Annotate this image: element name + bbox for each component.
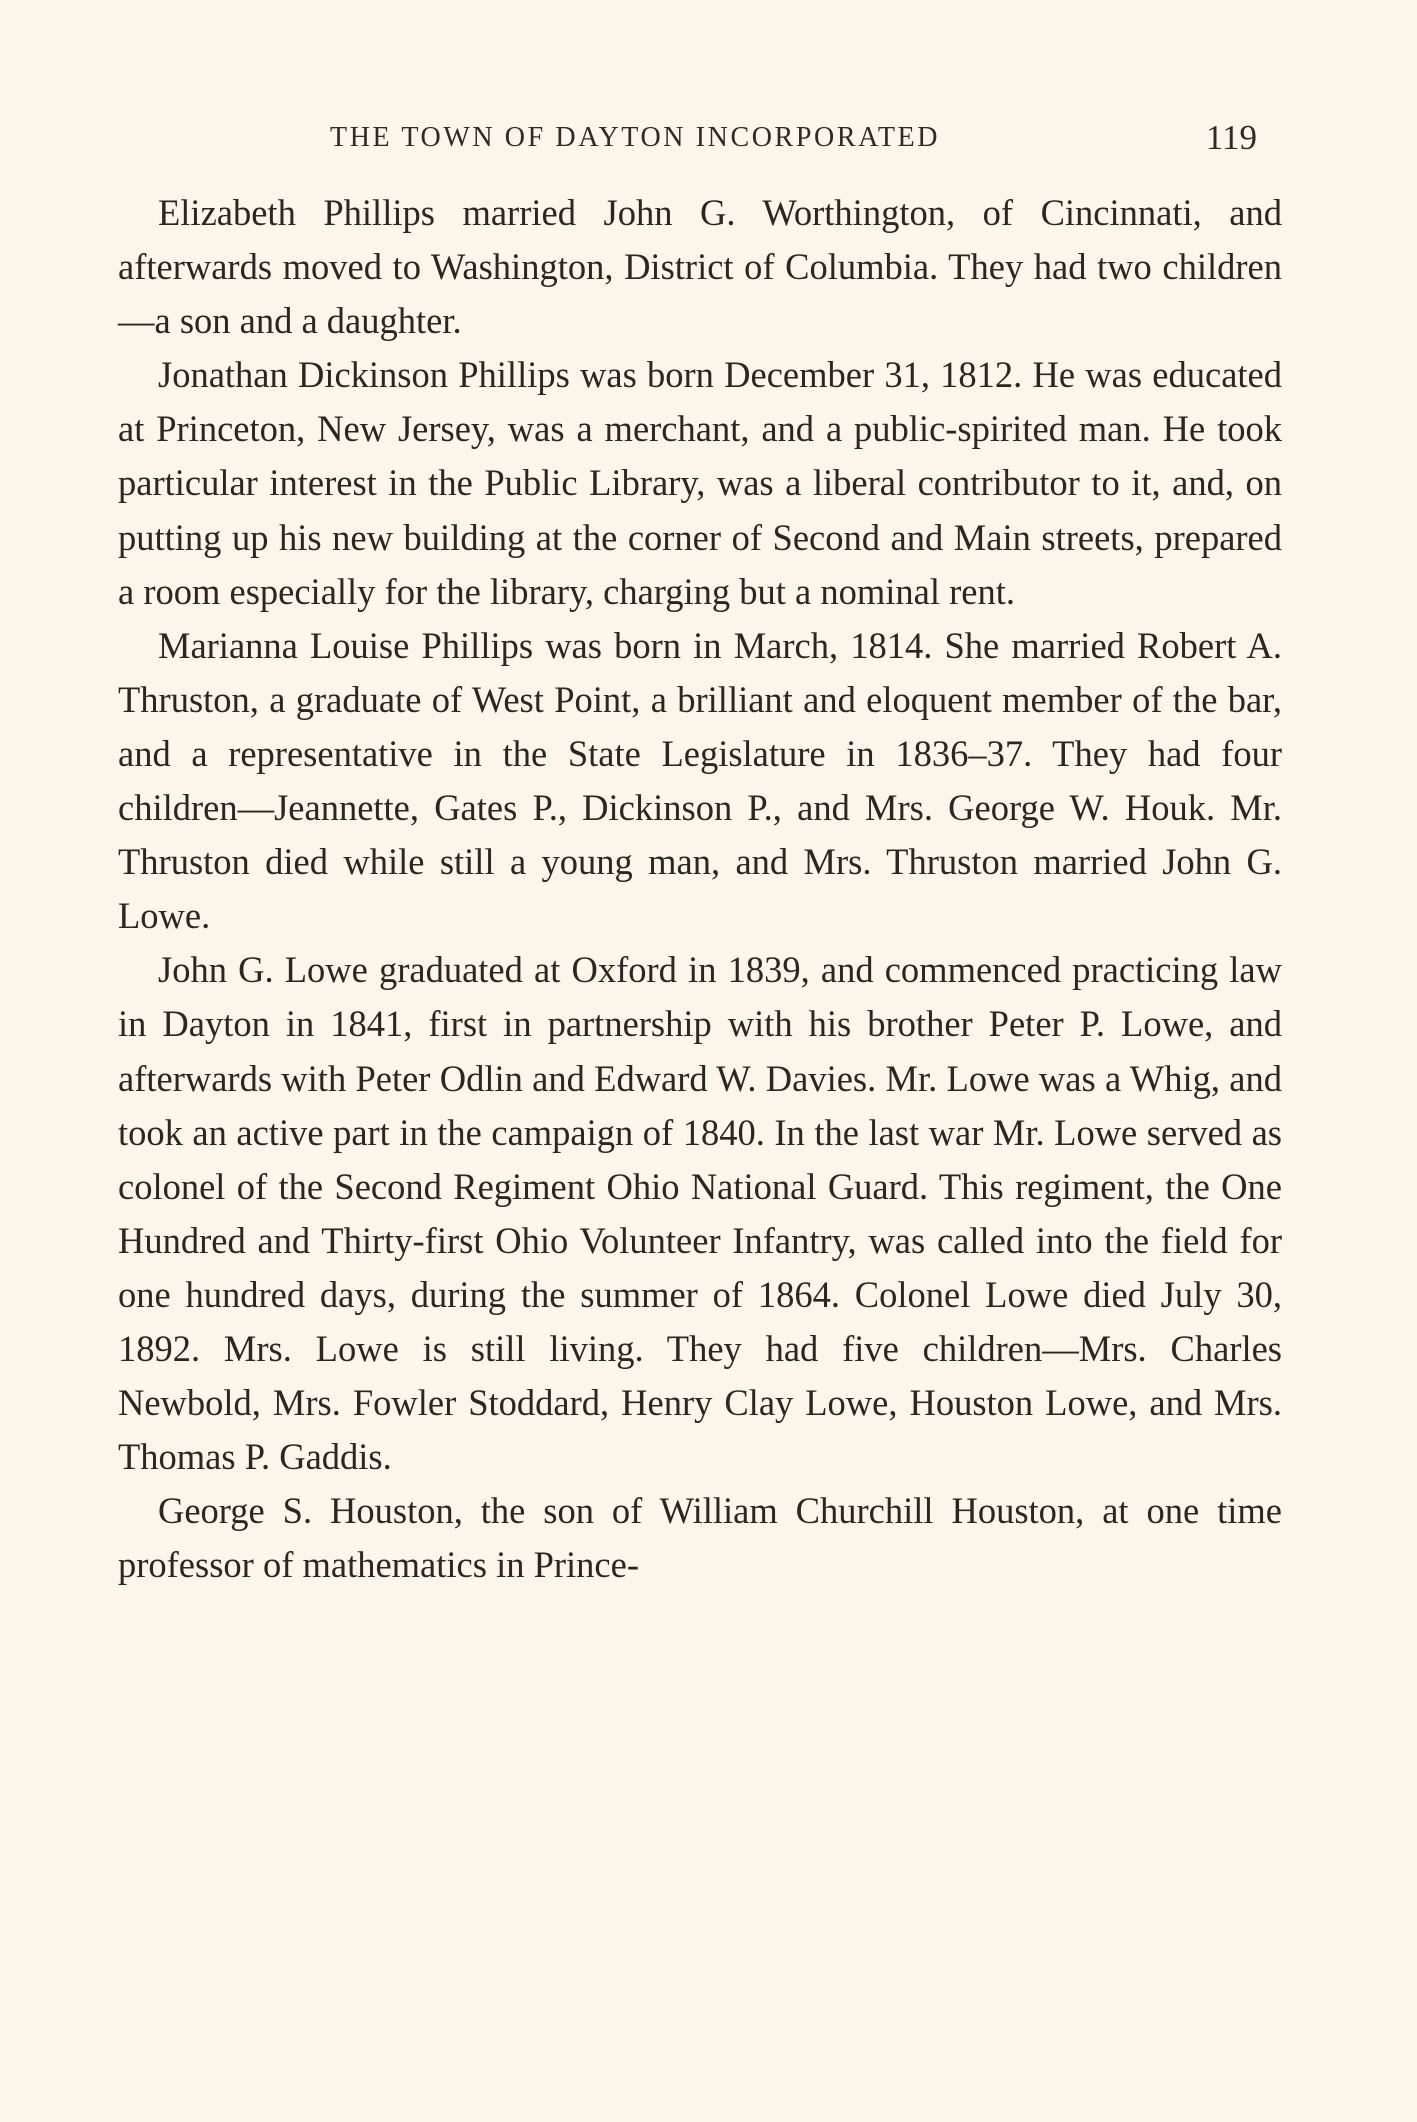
paragraph-worthington: Elizabeth Phillips married John G. Worthington, of Cincinnati, and afterwards moved to Washington, District of Columbia. They had two children—a son and a daughter.	[118, 192, 1282, 342]
paragraph-jonathan-phillips: Jonathan Dickinson Phillips was born December 31, 1812. He was educated at Princeton, New Jersey, was a merchant, and a public-spirited man. He took particular interest in the Public Library, was a liberal contributor to it, and, on putting up his new building at the corner of Second and Main streets, prepared a room especially for the library, charging but a nominal rent.	[118, 354, 1282, 612]
body-text	[118, 186, 1282, 1592]
page-number: 119	[1205, 118, 1257, 157]
running-title: THE TOWN OF DAYTON INCORPORATED	[330, 122, 941, 153]
paragraph-john-lowe: John G. Lowe graduated at Oxford in 1839, and commenced practicing law in Dayton in 1841, first in partnership with his brother Peter P. Lowe, and afterwards with Peter Odlin and Edward W. Davies. Mr. Lowe was a Whig, and took an active part in the campaign of 1840. In the last war Mr. Lowe served as colonel of the Second Regiment Ohio National Guard. This regiment, the One Hundred and Thirty-first Ohio Volunteer Infantry, was called into the field for one hundred days, during the summer of 1864. Colonel Lowe died July 30, 1892. Mrs. Lowe is still living. They had five children—Mrs. Charles Newbold, Mrs. Fowler Stoddard, Henry Clay Lowe, Houston Lowe, and Mrs. Thomas P. Gaddis.	[118, 949, 1282, 1478]
paragraph-george-houston: George S. Houston, the son of William Churchill Houston, at one time professor of mathematics in Prince-	[118, 1490, 1282, 1586]
running-head	[118, 112, 1263, 164]
paragraph-marianna-phillips: Marianna Louise Phillips was born in March, 1814. She married Robert A. Thruston, a graduate of West Point, a brilliant and eloquent member of the bar, and a representative in the State Legislature in 1836–37. They had four children—Jeannette, Gates P., Dickinson P., and Mrs. George W. Houk. Mr. Thruston died while still a young man, and Mrs. Thruston married John G. Lowe.	[118, 624, 1282, 937]
